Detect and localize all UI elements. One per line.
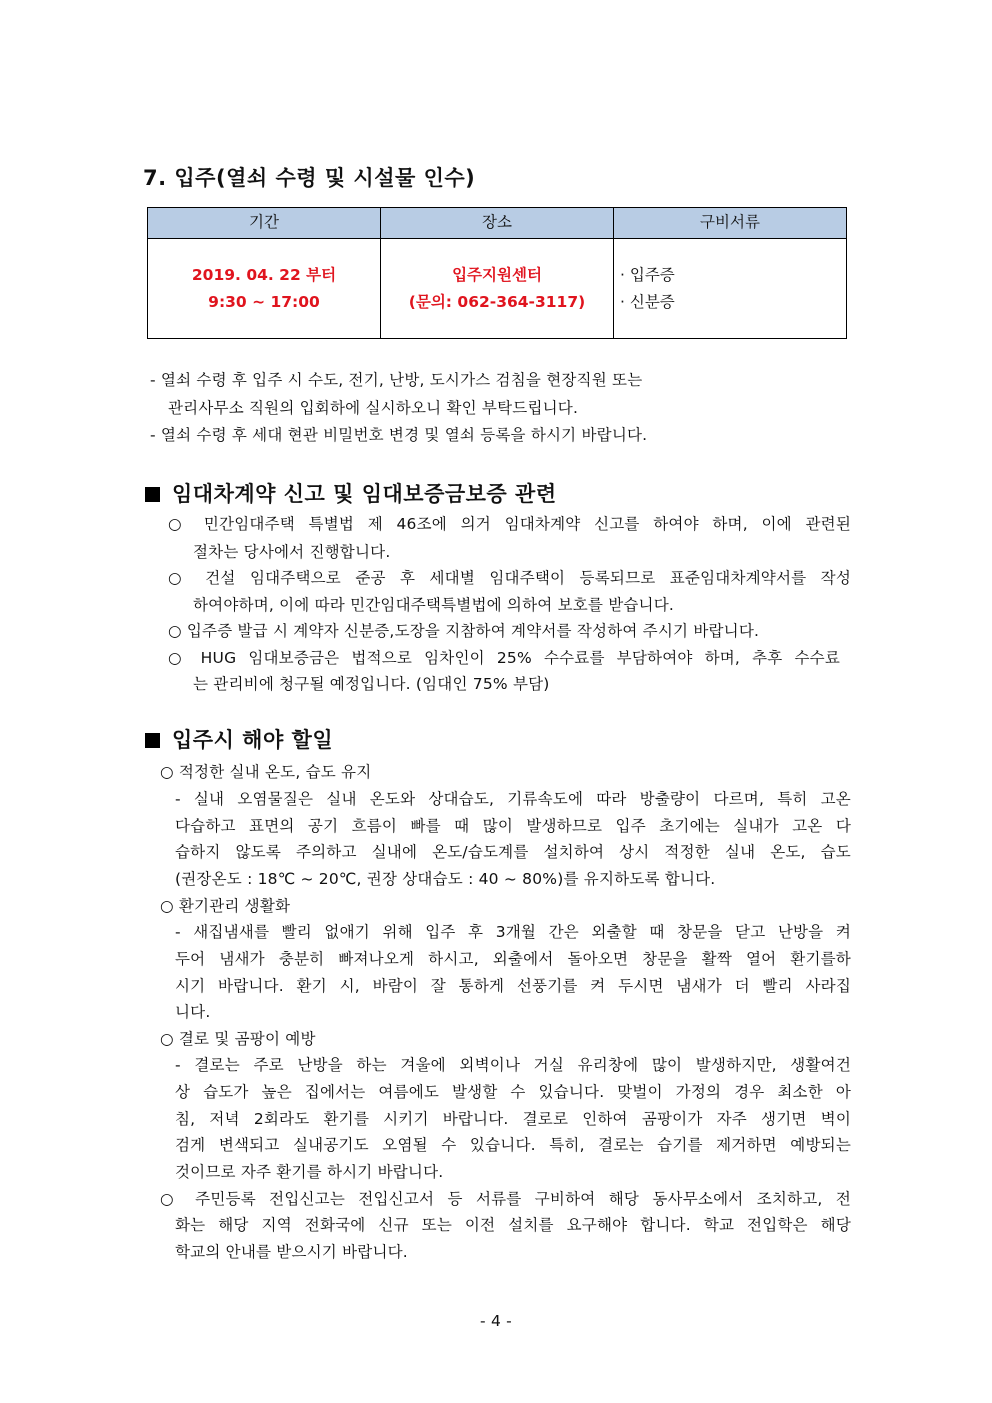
todo-subheading: ○ 적정한 실내 온도, 습도 유지 [160, 763, 372, 781]
documents-cell [620, 239, 846, 338]
lease-item: ○ 건설 임대주택으로 준공 후 세대별 임대주택이 등록되므로 표준임대차계약서를 작성 [168, 569, 851, 587]
document-item: · 입주증 [620, 265, 675, 284]
todo-subheading: ○ 주민등록 전입신고는 전입신고서 등 서류를 구비하여 해당 동사무소에서 조치하고, 전 [160, 1190, 851, 1208]
period-date: 2019. 04. 22 부터 [191, 265, 337, 284]
page-number: - 4 - [480, 1312, 512, 1330]
place-contact: (문의: 062-364-3117) [408, 292, 586, 311]
todo-text: 것이므로 자주 환기를 하시기 바랍니다. [175, 1163, 444, 1181]
square-bullet-icon [145, 487, 160, 502]
period-cell [148, 239, 380, 338]
todo-text: (권장온도 : 18℃ ~ 20℃, 권장 상대습도 : 40 ~ 80%)를 유지하도록 합니다. [175, 870, 716, 888]
lease-item: ○ HUG 임대보증금은 법적으로 임차인이 25% 수수료를 부담하여야 하며, 추후 수수료 [168, 649, 840, 667]
todo-text: 화는 해당 지역 전화국에 신규 또는 이전 설치를 요구해야 합니다. 학교 전입학은 해당 [175, 1216, 851, 1234]
lease-section-title [145, 478, 557, 508]
lease-item: ○ 민간임대주택 특별법 제 46조에 의거 임대차계약 신고를 하여야 하며, 이에 관련된 [168, 515, 851, 533]
todo-text: 침, 저녁 2회라도 환기를 시키기 바랍니다. 결로로 인하여 곰팡이가 자주 생기면 벽이 [175, 1110, 851, 1128]
todo-text: - 새집냄새를 빨리 없애기 위해 입주 후 3개월 간은 외출할 때 창문을 닫고 난방을 켜 [175, 923, 851, 941]
todo-text: 학교의 안내를 받으시기 바랍니다. [175, 1243, 408, 1261]
lease-item: ○ 입주증 발급 시 계약자 신분증,도장을 지참하여 계약서를 작성하여 주시기 바랍니다. [168, 622, 760, 640]
lease-item-cont: 는 관리비에 청구될 예정입니다. (임대인 75% 부담) [193, 675, 550, 693]
lease-item-cont: 하여야하며, 이에 따라 민간임대주택특별법에 의하여 보호를 받습니다. [193, 596, 675, 614]
note-line: - 열쇠 수령 후 세대 현관 비밀번호 변경 및 열쇠 등록을 하시기 바랍니다. [150, 426, 648, 444]
todo-text: 습하지 않도록 주의하고 실내에 온도/습도계를 설치하여 상시 적정한 실내 온도, 습도 [175, 843, 851, 861]
todo-subheading: ○ 환기관리 생활화 [160, 897, 291, 915]
todo-text: 검게 변색되고 실내공기도 오염될 수 있습니다. 특히, 결로는 습기를 제거하면 예방되는 [175, 1136, 851, 1154]
square-bullet-icon [145, 733, 160, 748]
section-7-title: 7. 입주(열쇠 수령 및 시설물 인수) [143, 166, 476, 190]
todo-text: 니다. [175, 1003, 211, 1021]
todo-title-text: 입주시 해야 할일 [172, 728, 334, 752]
header-documents: 구비서류 [700, 213, 760, 231]
header-place: 장소 [482, 213, 512, 231]
note-line: 관리사무소 직원의 입회하에 실시하오니 확인 부탁드립니다. [168, 399, 579, 417]
todo-subheading: ○ 결로 및 곰팡이 예방 [160, 1030, 316, 1048]
todo-section-title [145, 724, 333, 754]
note-line: - 열쇠 수령 후 입주 시 수도, 전기, 난방, 도시가스 검침을 현장직원 또는 [150, 371, 643, 389]
period-time: 9:30 ~ 17:00 [208, 292, 320, 311]
todo-text: 다습하고 표면의 공기 흐름이 빠를 때 많이 발생하므로 입주 초기에는 실내가 고온 다 [175, 817, 851, 835]
document-item: · 신분증 [620, 292, 675, 311]
todo-text: 두어 냄새가 충분히 빠져나오게 하시고, 외출에서 돌아오면 창문을 활짝 열어 환기를하 [175, 950, 851, 968]
move-in-table [147, 207, 847, 339]
todo-text: 상 습도가 높은 집에서는 여름에도 발생할 수 있습니다. 맞벌이 가정의 경우 최소한 아 [175, 1083, 851, 1101]
place-cell [381, 239, 613, 338]
lease-item-cont: 절차는 당사에서 진행합니다. [193, 543, 391, 561]
header-period: 기간 [249, 213, 279, 231]
todo-text: 시기 바랍니다. 환기 시, 바람이 잘 통하게 선풍기를 켜 두시면 냄새가 더 빨리 사라집 [175, 977, 851, 995]
lease-title-text: 임대차계약 신고 및 임대보증금보증 관련 [172, 482, 557, 506]
todo-text: - 실내 오염물질은 실내 온도와 상대습도, 기류속도에 따라 방출량이 다르며, 특히 고온 [175, 790, 851, 808]
todo-text: - 결로는 주로 난방을 하는 겨울에 외벽이나 거실 유리창에 많이 발생하지만, 생활여건 [175, 1056, 851, 1074]
place-name: 입주지원센터 [452, 265, 542, 284]
